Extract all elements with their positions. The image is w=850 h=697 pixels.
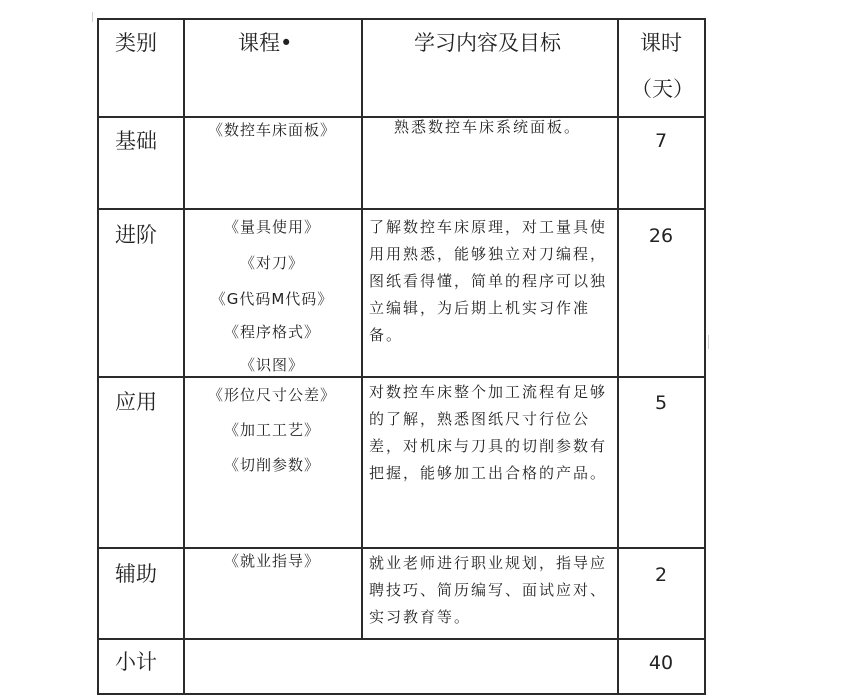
row-divider-3 xyxy=(97,376,706,378)
header-course: 课程• xyxy=(238,31,293,55)
header-category: 类别 xyxy=(115,31,157,55)
subtotal-hours: 40 xyxy=(648,652,674,674)
content-cell: 就业老师进行职业规划，指导应聘技巧、简历编写、面试应对、实习教育等。 xyxy=(369,554,608,626)
subtotal-label: 小计 xyxy=(115,650,157,674)
row-divider-5 xyxy=(97,638,706,640)
table-divider-col-1 xyxy=(183,18,185,695)
table-border-bottom xyxy=(97,693,706,695)
table-border-left xyxy=(97,18,99,695)
table-divider-col-3 xyxy=(617,18,619,695)
hours-cell: 7 xyxy=(654,130,668,152)
course-item: 《量具使用》 xyxy=(223,218,320,236)
hours-cell: 26 xyxy=(648,225,674,247)
course-item: 《形位尺寸公差》 xyxy=(207,386,336,404)
category-cell: 应用 xyxy=(115,390,157,414)
category-cell: 进阶 xyxy=(115,223,157,247)
course-item: 《G代码M代码》 xyxy=(210,290,334,308)
row-divider-2 xyxy=(97,208,706,210)
table-border-top xyxy=(97,18,706,20)
hours-cell: 2 xyxy=(654,564,668,586)
content-cell: 了解数控车床原理，对工量具使用用熟悉，能够独立对刀编程，图纸看得懂，简单的程序可以独立编辑，为后期上机实习作准备。 xyxy=(369,218,608,344)
course-item: 《对刀》 xyxy=(239,254,304,272)
course-item: 《加工工艺》 xyxy=(223,421,320,439)
course-item: 《数控车床面板》 xyxy=(207,121,336,139)
header-content: 学习内容及目标 xyxy=(414,31,561,55)
hours-cell: 5 xyxy=(654,392,668,414)
scan-artifact-line xyxy=(708,335,709,349)
header-hours: 课时 xyxy=(640,31,682,55)
course-item: 《识图》 xyxy=(239,356,304,374)
category-cell: 辅助 xyxy=(115,562,157,586)
content-cell: 熟悉数控车床系统面板。 xyxy=(394,118,582,136)
header-hours-unit: （天） xyxy=(631,77,694,101)
course-item: 《切削参数》 xyxy=(223,456,320,474)
category-cell: 基础 xyxy=(115,129,157,153)
course-item: 《程序格式》 xyxy=(223,323,320,341)
scan-artifact-line xyxy=(92,12,93,22)
table-border-right xyxy=(704,18,706,695)
course-item: 《就业指导》 xyxy=(223,552,320,570)
row-divider-4 xyxy=(97,547,706,549)
content-cell: 对数控车床整个加工流程有足够的了解，熟悉图纸尺寸行位公差，对机床与刀具的切削参数有把握，能够加工出合格的产品。 xyxy=(369,383,608,482)
